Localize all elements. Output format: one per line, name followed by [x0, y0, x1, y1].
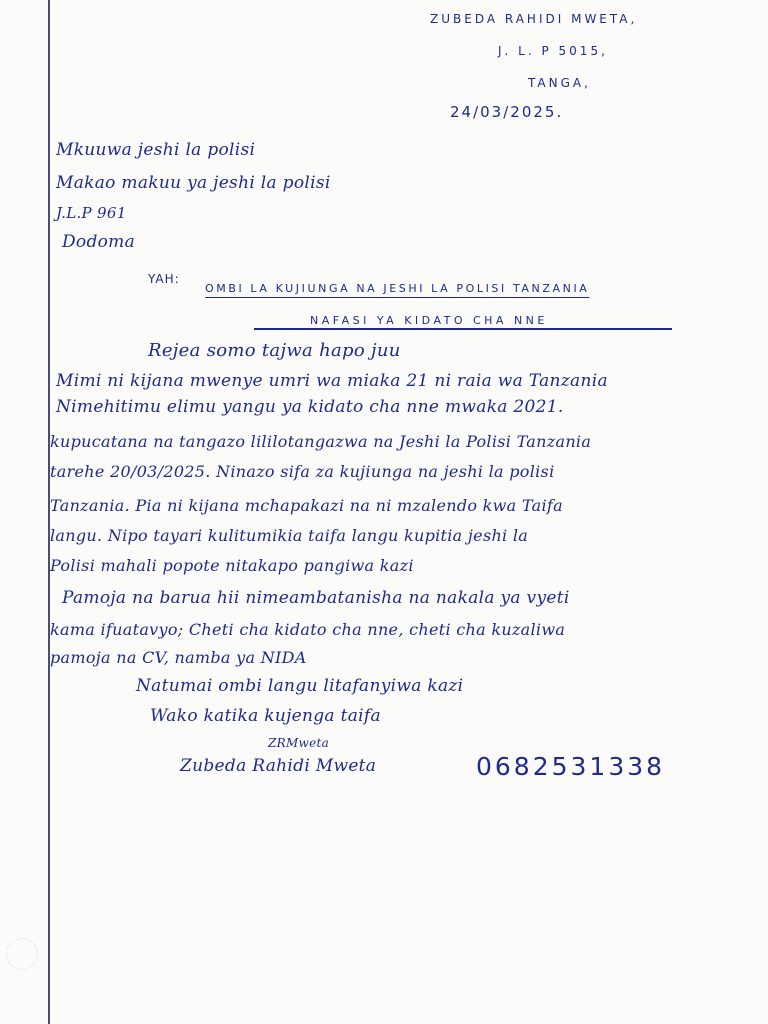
paragraph-2-line-1: kupucatana na tangazo lililotangazwa na Jeshi la Polisi Tanzania [50, 432, 592, 451]
regarding-line: Rejea somo tajwa hapo juu [148, 340, 401, 361]
paragraph-2-line-2: tarehe 20/03/2025. Ninazo sifa za kujiunga na jeshi la polisi [50, 462, 555, 481]
recipient-po-box: J.L.P 961 [56, 204, 127, 222]
recipient-title: Mkuuwa jeshi la polisi [56, 140, 256, 160]
paragraph-3-line-3: pamoja na CV, namba ya NIDA [50, 648, 307, 667]
subject-line-1: OMBI LA KUJIUNGA NA JESHI LA POLISI TANZANIA [205, 282, 590, 295]
closing-line-2: Wako katika kujenga taifa [150, 706, 381, 726]
subject-line-2: NAFASI YA KIDATO CHA NNE [310, 314, 548, 327]
paragraph-3-line-1: Pamoja na barua hii nimeambatanisha na nakala ya vyeti [62, 588, 570, 608]
subject-underline [254, 328, 672, 330]
phone-number: 0682531338 [476, 752, 666, 781]
sender-po-box: J. L. P 5015, [498, 44, 608, 58]
paper-smudge [6, 938, 38, 970]
paragraph-2-line-4: langu. Nipo tayari kulitumikia taifa langu kupitia jeshi la [50, 526, 529, 545]
paragraph-2-line-5: Polisi mahali popote nitakapo pangiwa kazi [50, 556, 414, 575]
recipient-city: Dodoma [62, 232, 136, 252]
paragraph-2-line-3: Tanzania. Pia ni kijana mchapakazi na ni mzalendo kwa Taifa [50, 496, 563, 515]
handwritten-signature: ZRMweta [268, 736, 330, 750]
paragraph-1-line-1: Mimi ni kijana mwenye umri wa miaka 21 ni raia wa Tanzania [56, 371, 608, 391]
sender-name: ZUBEDA RAHIDI MWETA, [430, 12, 638, 26]
recipient-office: Makao makuu ya jeshi la polisi [56, 173, 331, 193]
sender-city: TANGA, [528, 76, 591, 90]
signatory-name: Zubeda Rahidi Mweta [180, 756, 377, 776]
closing-line-1: Natumai ombi langu litafanyiwa kazi [136, 676, 464, 696]
letter-date: 24/03/2025. [450, 103, 564, 121]
paragraph-1-line-2: Nimehitimu elimu yangu ya kidato cha nne mwaka 2021. [56, 397, 564, 417]
subject-label: YAH: [148, 272, 180, 286]
paragraph-3-line-2: kama ifuatavyo; Cheti cha kidato cha nne, cheti cha kuzaliwa [50, 620, 566, 639]
